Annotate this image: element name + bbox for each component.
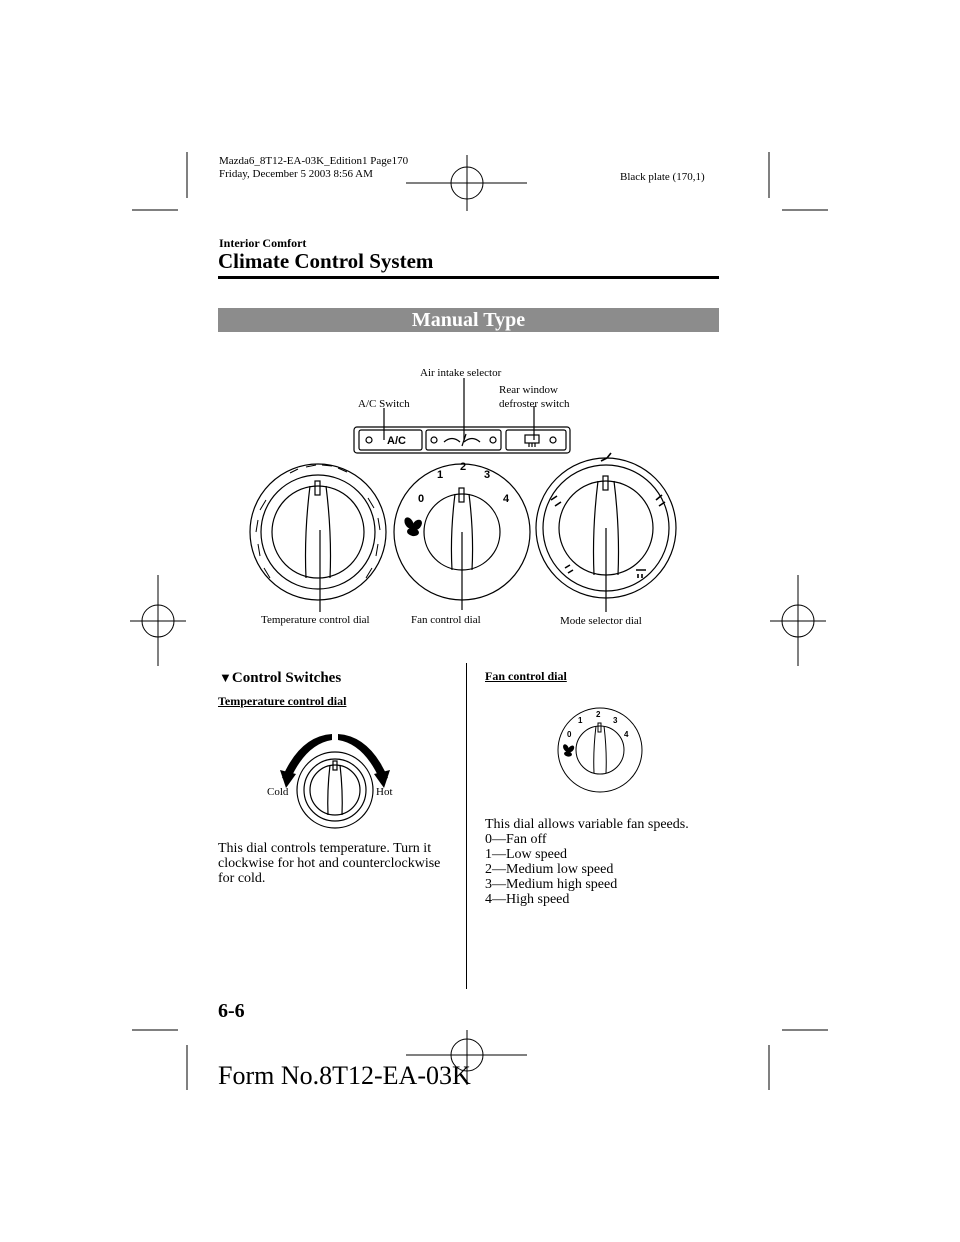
section-label: Interior Comfort bbox=[219, 236, 307, 250]
callout-air-intake: Air intake selector bbox=[420, 367, 502, 379]
temp-desc-line1: This dial controls temperature. Turn it bbox=[218, 841, 432, 856]
temp-desc-line3: for cold. bbox=[218, 871, 266, 886]
fan-dial-illustration bbox=[555, 705, 645, 795]
fan-small-number-3: 3 bbox=[613, 716, 618, 725]
cold-label: Cold bbox=[267, 786, 289, 798]
fan-number-3: 3 bbox=[484, 469, 491, 481]
callout-rear-window-2: defroster switch bbox=[499, 398, 570, 410]
fan-icon bbox=[403, 516, 424, 537]
rear-defroster-button bbox=[506, 430, 566, 450]
fan-number-4: 4 bbox=[503, 493, 510, 505]
temp-desc-line2: clockwise for hot and counterclockwise bbox=[218, 856, 441, 871]
temp-dial-heading: Temperature control dial bbox=[218, 694, 347, 708]
fan-small-number-1: 1 bbox=[578, 716, 583, 725]
fan-speed-1: 1—Low speed bbox=[485, 847, 568, 862]
fan-dial-heading: Fan control dial bbox=[485, 669, 567, 683]
triangle-down-icon: ▼ bbox=[219, 670, 232, 685]
temp-dial-knob bbox=[272, 486, 364, 578]
print-meta-line2: Friday, December 5 2003 8:56 AM bbox=[219, 168, 373, 180]
control-panel-diagram bbox=[218, 340, 719, 640]
temp-dial-illustration bbox=[270, 728, 400, 832]
fan-number-0: 0 bbox=[418, 493, 425, 505]
fan-speed-3: 3—Medium high speed bbox=[485, 877, 618, 892]
fan-number-1: 1 bbox=[437, 469, 444, 481]
page-title: Climate Control System bbox=[218, 249, 434, 273]
page-number: 6-6 bbox=[218, 1000, 245, 1022]
callout-rear-window-1: Rear window bbox=[499, 384, 558, 396]
temp-dial-outer bbox=[250, 464, 386, 600]
control-switches-heading: ▼Control Switches bbox=[219, 670, 342, 686]
callout-fan-dial: Fan control dial bbox=[411, 614, 481, 626]
fan-small-number-4: 4 bbox=[624, 730, 629, 739]
print-meta bbox=[219, 155, 408, 181]
callout-temp-dial: Temperature control dial bbox=[261, 614, 370, 626]
fan-speed-4: 4—High speed bbox=[485, 892, 570, 907]
callout-mode-dial: Mode selector dial bbox=[560, 615, 642, 627]
title-rule bbox=[218, 276, 719, 279]
hot-label: Hot bbox=[376, 786, 393, 798]
ac-label: A/C bbox=[387, 435, 406, 447]
fan-speed-list bbox=[485, 832, 617, 907]
fan-speed-0: 0—Fan off bbox=[485, 832, 547, 847]
fan-small-number-0: 0 bbox=[567, 730, 572, 739]
print-meta-line1: Mazda6_8T12-EA-03K_Edition1 Page170 bbox=[219, 155, 409, 167]
fan-small-number-2: 2 bbox=[596, 710, 601, 719]
plate-label: Black plate (170,1) bbox=[620, 171, 705, 183]
fan-speed-2: 2—Medium low speed bbox=[485, 862, 614, 877]
form-number: Form No.8T12-EA-03K bbox=[218, 1061, 471, 1090]
fan-small-icon bbox=[562, 743, 576, 757]
fan-number-2: 2 bbox=[460, 461, 467, 473]
temp-dial-description bbox=[218, 841, 440, 886]
manual-type-banner: Manual Type bbox=[218, 308, 719, 332]
fan-dial-intro: This dial allows variable fan speeds. bbox=[485, 817, 689, 832]
column-divider bbox=[466, 663, 467, 989]
callout-ac-switch: A/C Switch bbox=[358, 398, 410, 410]
